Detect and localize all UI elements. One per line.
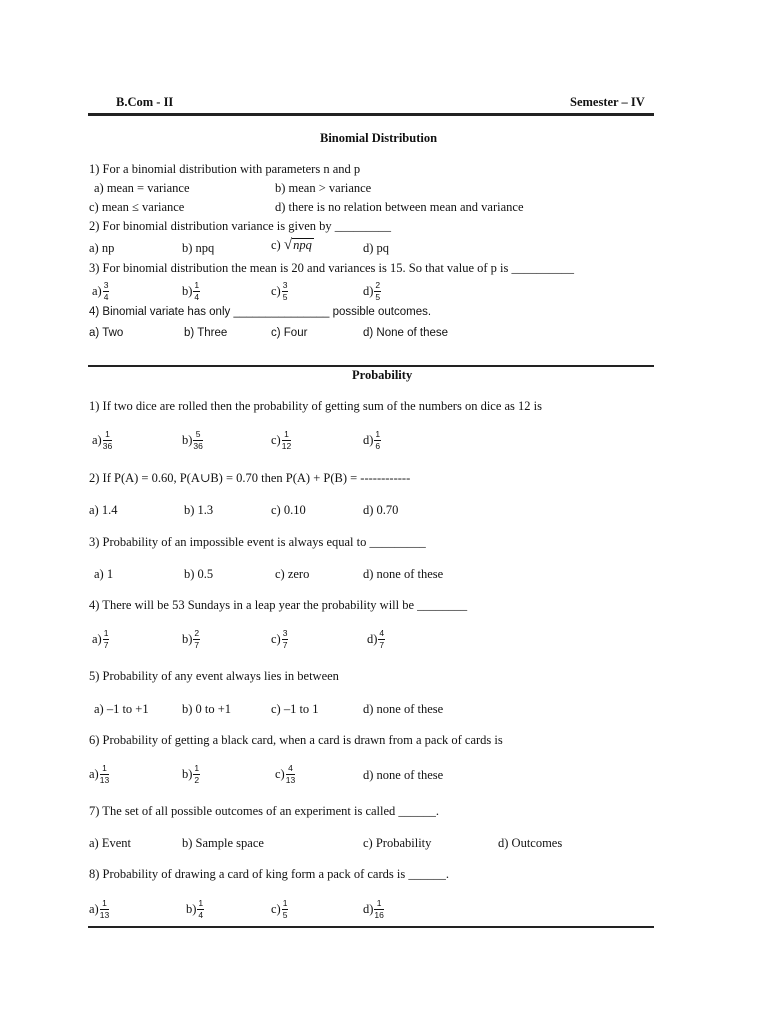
denominator: 4 <box>103 291 109 302</box>
numerator: 1 <box>194 763 200 773</box>
fraction <box>193 629 200 649</box>
option-label: b) <box>182 432 193 447</box>
option-c: c) –1 to 1 <box>271 702 319 716</box>
option-label: c) <box>275 766 285 781</box>
question-text: 8) Probability of drawing a card of king form a pack of cards is ______. <box>89 867 449 881</box>
footer-rule <box>88 926 654 928</box>
option-a: a) –1 to +1 <box>94 702 149 716</box>
question-text: 7) The set of all possible outcomes of an experiment is called ______. <box>89 804 440 818</box>
option-a: a) Event <box>89 836 131 850</box>
option-a: a) Two <box>89 327 124 339</box>
fraction <box>282 629 289 649</box>
option-label: b) <box>182 631 193 646</box>
option-label: b) <box>182 766 193 781</box>
numerator: 1 <box>100 764 109 775</box>
option-d <box>363 430 381 450</box>
option-d <box>363 899 384 919</box>
option-d: d) none of these <box>363 567 444 581</box>
option-b: b) Three <box>184 327 228 339</box>
option-d: d) none of these <box>363 702 444 716</box>
fraction <box>103 629 110 649</box>
option-label: c) <box>271 283 281 298</box>
fraction <box>193 430 202 450</box>
denominator: 13 <box>99 909 110 920</box>
option-d: d) none of these <box>363 768 444 782</box>
denominator: 16 <box>374 909 384 920</box>
option-b: b) 0.5 <box>184 567 214 581</box>
option-label: a) <box>92 283 102 298</box>
option-c: c) Probability <box>363 836 432 850</box>
fraction <box>100 764 109 784</box>
option-a <box>89 764 109 784</box>
denominator: 36 <box>102 440 113 451</box>
option-b <box>182 764 200 784</box>
option-d: d) 0.70 <box>363 503 399 517</box>
option-a <box>89 899 109 919</box>
denominator: 5 <box>375 291 381 302</box>
section-title-binomial: Binomial Distribution <box>320 131 438 145</box>
semester-label: Semester – IV <box>570 95 645 109</box>
option-b: b) npq <box>182 241 215 255</box>
fraction <box>103 281 110 301</box>
denominator: 7 <box>379 639 385 650</box>
option-label: c) <box>271 432 281 447</box>
numerator: 3 <box>282 280 288 290</box>
numerator: 2 <box>375 280 381 290</box>
question-text: 5) Probability of any event always lies in between <box>89 669 339 683</box>
radical-sign: √ <box>283 237 293 253</box>
option-label: c) <box>271 238 281 252</box>
option-label: d) <box>363 283 374 298</box>
option-label: a) <box>89 766 99 781</box>
option-d <box>363 281 381 301</box>
option-label: c) <box>271 631 281 646</box>
denominator: 13 <box>285 774 296 785</box>
fraction <box>193 764 200 784</box>
option-b <box>186 899 204 919</box>
numerator: 1 <box>100 899 109 910</box>
numerator: 3 <box>282 628 288 638</box>
radicand: npq <box>293 238 312 252</box>
fraction <box>374 430 381 450</box>
numerator: 4 <box>286 764 295 775</box>
option-b: b) mean > variance <box>275 181 372 195</box>
section-title-probability: Probability <box>352 368 413 382</box>
option-c <box>275 764 295 784</box>
numerator: 1 <box>198 898 204 908</box>
option-b <box>182 629 200 649</box>
option-c <box>271 430 291 450</box>
option-label: a) <box>92 432 102 447</box>
fraction <box>374 899 383 919</box>
option-c: c) 0.10 <box>271 503 306 517</box>
fraction <box>282 899 289 919</box>
option-a: a) 1 <box>94 567 114 581</box>
numerator: 4 <box>379 628 385 638</box>
numerator: 2 <box>194 628 200 638</box>
numerator: 1 <box>374 899 383 910</box>
denominator: 7 <box>194 639 200 650</box>
option-c: c) mean ≤ variance <box>89 200 185 214</box>
option-a: a) mean = variance <box>94 181 190 195</box>
fraction <box>374 281 381 301</box>
option-c <box>271 899 288 919</box>
option-d: d) pq <box>363 241 390 255</box>
option-a: a) np <box>89 241 115 255</box>
numerator: 1 <box>282 898 288 908</box>
numerator: 1 <box>282 430 291 441</box>
numerator: 1 <box>103 430 112 441</box>
header-rule <box>88 113 654 116</box>
numerator: 5 <box>193 430 202 441</box>
option-b <box>182 281 200 301</box>
question-text: 4) There will be 53 Sundays in a leap year the probability will be ________ <box>89 598 468 612</box>
question-text: 4) Binomial variate has only _______________ possible outcomes. <box>89 306 432 318</box>
course-label: B.Com - II <box>116 95 174 109</box>
question-text: 3) Probability of an impossible event is always equal to _________ <box>89 535 426 549</box>
denominator: 7 <box>103 639 109 650</box>
option-d: d) Outcomes <box>498 836 563 850</box>
denominator: 13 <box>99 774 110 785</box>
numerator: 1 <box>103 628 109 638</box>
option-c <box>271 629 288 649</box>
option-label: d) <box>363 901 374 916</box>
denominator: 4 <box>194 291 200 302</box>
denominator: 5 <box>282 291 288 302</box>
option-label: d) <box>367 631 378 646</box>
question-text: 2) For binomial distribution variance is given by _________ <box>89 219 392 233</box>
option-label: a) <box>92 631 102 646</box>
option-c <box>271 238 314 253</box>
question-text: 6) Probability of getting a black card, when a card is drawn from a pack of cards is <box>89 733 503 747</box>
numerator: 1 <box>194 280 200 290</box>
option-b: b) Sample space <box>182 836 264 850</box>
option-a: a) 1.4 <box>89 503 118 517</box>
option-c: c) Four <box>271 327 308 339</box>
denominator: 7 <box>282 639 288 650</box>
numerator: 3 <box>103 280 109 290</box>
fraction <box>378 629 385 649</box>
option-label: b) <box>182 283 193 298</box>
numerator: 1 <box>375 429 381 439</box>
option-c: c) zero <box>275 567 310 581</box>
question-text: 1) For a binomial distribution with parameters n and p <box>89 162 361 176</box>
question-text: 3) For binomial distribution the mean is 20 and variances is 15. So that value of p is __________ <box>89 261 575 275</box>
denominator: 5 <box>282 909 288 920</box>
fraction <box>282 430 291 450</box>
option-label: a) <box>89 901 99 916</box>
option-b <box>182 430 203 450</box>
denominator: 12 <box>281 440 292 451</box>
fraction <box>103 430 112 450</box>
option-label: c) <box>271 901 281 916</box>
option-d: d) there is no relation between mean and variance <box>275 200 524 214</box>
option-b: b) 0 to +1 <box>182 702 232 716</box>
option-label: b) <box>186 901 197 916</box>
fraction <box>282 281 289 301</box>
denominator: 2 <box>194 774 200 785</box>
option-a <box>92 281 109 301</box>
option-b: b) 1.3 <box>184 503 214 517</box>
fraction <box>286 764 295 784</box>
denominator: 4 <box>198 909 204 920</box>
question-text: 2) If P(A) = 0.60, P(A∪B) = 0.70 then P(A) + P(B) = ------------ <box>89 471 411 485</box>
fraction <box>193 281 200 301</box>
option-c <box>271 281 288 301</box>
option-d <box>367 629 385 649</box>
option-a <box>92 430 112 450</box>
denominator: 36 <box>193 440 203 451</box>
question-text: 1) If two dice are rolled then the probability of getting sum of the numbers on dice as 12 is <box>89 399 543 413</box>
denominator: 6 <box>375 440 381 451</box>
option-label: d) <box>363 432 374 447</box>
fraction <box>100 899 109 919</box>
option-d: d) None of these <box>363 327 449 339</box>
fraction <box>197 899 204 919</box>
option-a <box>92 629 109 649</box>
section-divider <box>88 365 654 367</box>
